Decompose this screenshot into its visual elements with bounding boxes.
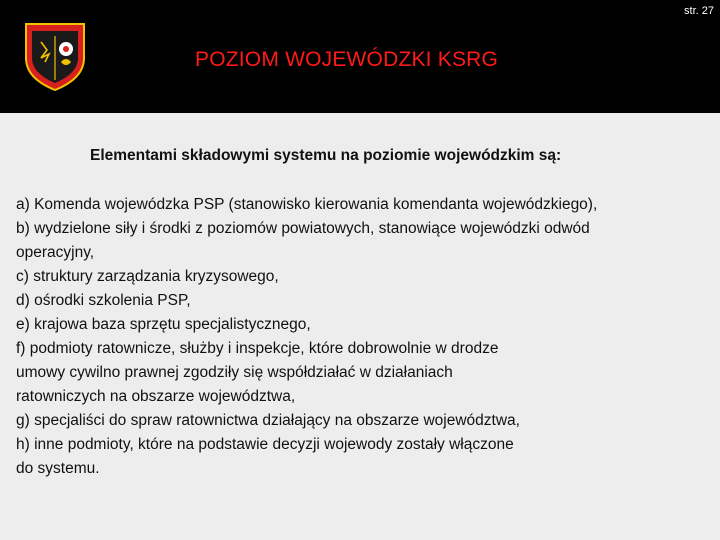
list-item: h) inne podmioty, które na podstawie decyzji wojewody zostały włączone	[16, 436, 514, 453]
component-list	[16, 193, 716, 481]
list-item: g) specjaliści do spraw ratownictwa działający na obszarze województwa,	[16, 412, 520, 429]
list-item: ratowniczych na obszarze województwa,	[16, 388, 296, 405]
list-item: a) Komenda wojewódzka PSP (stanowisko kierowania komendanta wojewódzkiego),	[16, 196, 598, 213]
list-item: do systemu.	[16, 460, 100, 477]
list-item: d) ośrodki szkolenia PSP,	[16, 292, 191, 309]
fire-brigade-emblem-icon	[18, 18, 92, 92]
intro-heading: Elementami składowymi systemu na poziomie wojewódzkim są:	[90, 147, 562, 164]
list-item: e) krajowa baza sprzętu specjalistycznego,	[16, 316, 311, 333]
page-number: str. 27	[684, 5, 714, 17]
list-item: f) podmioty ratownicze, służby i inspekcje, które dobrowolnie w drodze	[16, 340, 499, 357]
slide-header	[0, 0, 720, 113]
list-item: umowy cywilno prawnej zgodziły się współdziałać w działaniach	[16, 364, 453, 381]
list-item: c) struktury zarządzania kryzysowego,	[16, 268, 279, 285]
slide-title: POZIOM WOJEWÓDZKI KSRG	[195, 48, 499, 71]
list-item: b) wydzielone siły i środki z poziomów powiatowych, stanowiące wojewódzki odwód	[16, 220, 590, 237]
slide-content	[0, 113, 720, 540]
list-item: operacyjny,	[16, 244, 95, 261]
